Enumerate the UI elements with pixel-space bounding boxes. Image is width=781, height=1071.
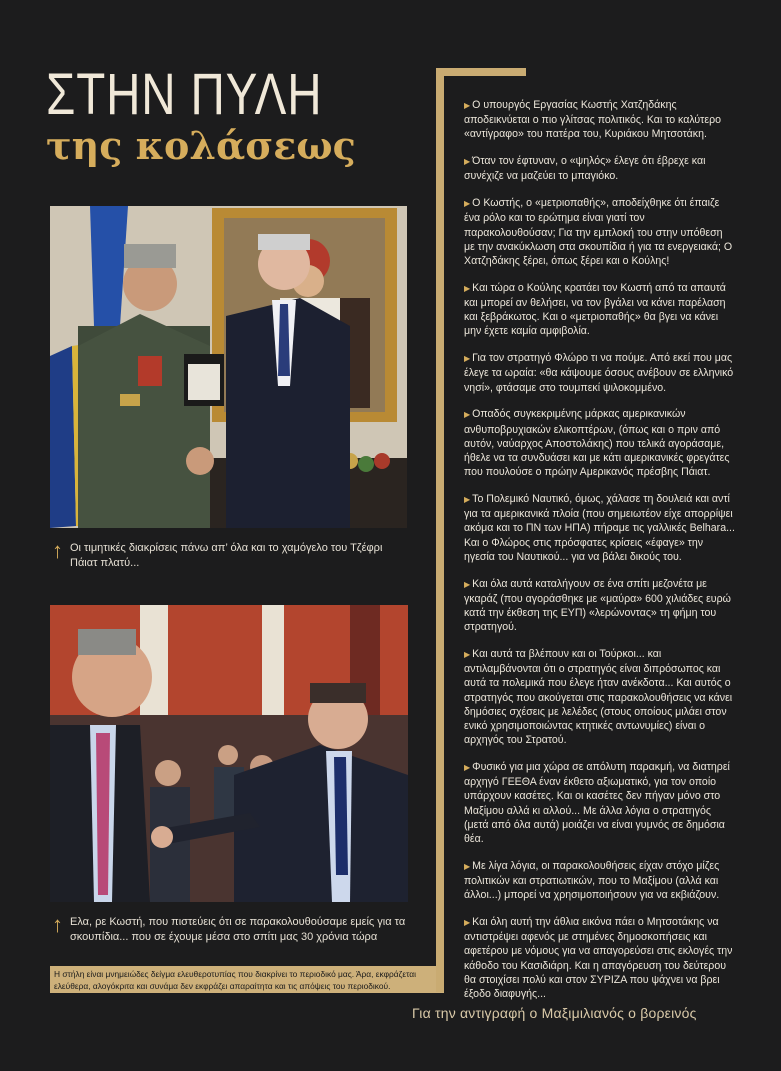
- photo-ministers: [50, 605, 408, 902]
- bullet-triangle-icon: ▶: [464, 918, 471, 928]
- article-paragraph: ▶ Όταν τον έφτυναν, ο «ψηλός» έλεγε ότι έβρεχε και συνέχιζε να μαζεύει το μπαγιόκο.: [464, 155, 706, 183]
- article-paragraph: ▶ Και όλη αυτή την άθλια εικόνα πάει ο Μητσοτάκης να αντιστρέψει αφενός με στημένες δημοσκοπήσεις και αφετέρου με νόμους για να απαγορεύσει στις εκλογές την κάθοδο του Κασιδιάρη. Και η απαγόρευση του δεύτερου θα στοιχίσει πολύ και στον ΣΥΡΙΖΑ που ψάχνει να βρει έξοδο διαφυγής...: [464, 916, 733, 1001]
- article-paragraph: ▶ Οπαδός συγκεκριμένης μάρκας αμερικανικών ανθυποβρυχιακών ελικοπτέρων, (όπως και ο πριν από αυτόν, ναύαρχος Αποστολάκης) που τελικά αγοράσαμε, ήθελε να τα συνδυάσει και με κάτι αμερικανικές φρεγάτες που πουλούσε ο πρώην Αμερικανός πρέσβης Πάιατ.: [464, 408, 730, 479]
- author-signoff: Για την αντιγραφή ο Μαξιμιλιανός ο βορεινός: [412, 1005, 697, 1021]
- caption-arrow-icon: ↑: [52, 538, 63, 563]
- article-paragraph: ▶ Για τον στρατηγό Φλώρο τι να πούμε. Από εκεί που μας έλεγε τα ωραία: «θα κάψουμε όσους ανέβουν σε ελληνικό νησί», φτάσαμε στο τουμπεκί ψιλοκομμένο.: [464, 352, 734, 394]
- bullet-triangle-icon: ▶: [464, 495, 471, 505]
- article-paragraph: ▶ Ο υπουργός Εργασίας Κωστής Χατζηδάκης αποδεικνύεται ο πιο γλίτσας πολιτικός. Και το καλύτερο «αντίγραφο» του πατέρα του, Κυριάκου Μητσοτάκη.: [464, 99, 722, 141]
- headline-line1: ΣΤΗΝ ΠΥΛΗ: [46, 62, 323, 127]
- photo-general-ambassador-illustration: [50, 206, 407, 528]
- photo-caption-2: Ελα, ρε Κωστή, που πιστεύεις ότι σε παρακολουθούσαμε εμείς για τα σκουπίδια... που σε έχουμε μέσα στο σπίτι μας 30 χρόνια τώρα: [70, 916, 406, 943]
- article-body: [464, 98, 736, 1014]
- headline-line2: της κολάσεως: [46, 123, 356, 168]
- photo-general-ambassador: [50, 206, 407, 528]
- photo-caption-1: Οι τιμητικές διακρίσεις πάνω απ’ όλα και το χαμόγελο του Τζέφρι Πάιατ πλατύ...: [70, 542, 383, 569]
- bullet-triangle-icon: ▶: [464, 579, 471, 589]
- article-paragraph: ▶ Ο Κωστής, ο «μετριοπαθής», αποδείχθηκε ότι έπαιζε ένα ρόλο και το ερώτημα είναι γιατί τον παρακολουθούσαν; Για την εμπλοκή του στην υπόθεση με την ανακύκλωση στα σκουπίδια ή για τα ενεργειακά; Ο Χατζηδάκης ξέρει, όπως ξέρει και ο Κούλης!: [464, 197, 733, 268]
- bullet-triangle-icon: ▶: [464, 101, 471, 110]
- column-disclaimer: Η στήλη είναι μνημειώδες δείγμα ελευθεροτυπίας που διακρίνει το περιοδικό μας. Άρα, εκφράζεται ελεύθερα, αλογόκριτα και συνάμα δεν εκφράζει απαραίτητα και τις απόψεις του περιοδικού.: [50, 966, 444, 993]
- caption-arrow-icon: ↑: [52, 912, 63, 937]
- photo-ministers-illustration: [50, 605, 408, 902]
- article-paragraph: ▶ Και τώρα ο Κούλης κρατάει τον Κωστή από τα απαυτά και μπορεί αν θελήσει, να τον βγάλει να κάνει παρέλαση και ξεβράκωτος. Και ο «μετριοπαθής» θα βγει να κάνει μην έχετε καμία αμφιβολία.: [464, 281, 726, 338]
- bullet-triangle-icon: ▶: [464, 861, 471, 871]
- article-paragraph: ▶ Με λίγα λόγια, οι παρακολουθήσεις είχαν στόχο μίζες πολιτικών και στρατιωτικών, που το Μαξίμου (αλλά και άλλοι...) μπορεί να χρησιμοποιήσουν για να εκβιάζουν.: [464, 859, 720, 902]
- bullet-triangle-icon: ▶: [464, 157, 471, 167]
- article-paragraph: ▶ Το Πολεμικό Ναυτικό, όμως, χάλασε τη δουλειά και αντί για τα αμερικανικά πλοία (που σημειωτέον είχε απορρίψει ακόμα και το ΠΝ των ΗΠΑ) πήραμε τις γαλλικές Belhara... Και ο Φλώρος στις πρόσφατες κρίσεις «έφαγε» την ηγεσία του Ναυτικού... για να βάλει δικούς του.: [464, 493, 735, 563]
- article-paragraph: ▶ Και αυτά τα βλέπουν και οι Τούρκοι... και αντιλαμβάνονται ότι ο στρατηγός είναι διπρόσωπος και αυτά τα πολεμικά που έλεγε ήταν ανέκδοτα... Και αυτός ο στρατηγός που ακούγεται στις παρακολουθήσεις να κάνει δημόσιες σχέσεις με λελέδες (στους οποίους μιλάει στον ενικό χρησιμοποιώντας κτητικές αντωνυμίες) είναι ο αρχηγός του Στρατού.: [464, 648, 733, 747]
- bullet-triangle-icon: ▶: [464, 410, 471, 420]
- bullet-triangle-icon: ▶: [464, 763, 471, 773]
- article-paragraph: ▶ Φυσικό για μια χώρα σε απόλυτη παρακμή, να διατηρεί αρχηγό ΓΕΕΘΑ έναν έκθετο αξιωματικό, για τον οποίο υπάρχουν κασέτες. Και οι κασέτες δεν πήγαν μόνο στο Μαξίμου αλλά κι αλλού... Με άλλα λόγια ο στρατηγός (μετά από όλα αυτά) μοιάζει να είναι γυμνός σε δημόσια θέα.: [464, 761, 730, 846]
- bullet-triangle-icon: ▶: [464, 650, 471, 660]
- frame-top-rule: [436, 68, 526, 76]
- frame-vertical-rule: [436, 68, 444, 992]
- bullet-triangle-icon: ▶: [464, 354, 471, 364]
- bullet-triangle-icon: ▶: [464, 199, 471, 209]
- article-paragraph: ▶ Και όλα αυτά καταλήγουν σε ένα σπίτι μεζονέτα με γκαράζ (που αγοράσθηκε με «μαύρα» 600 χιλιάδες ευρώ κατά την έκθεση της ΕΥΠ) «λερώνοντας» τη φήμη του στρατηγού.: [464, 577, 731, 634]
- bullet-triangle-icon: ▶: [464, 283, 471, 293]
